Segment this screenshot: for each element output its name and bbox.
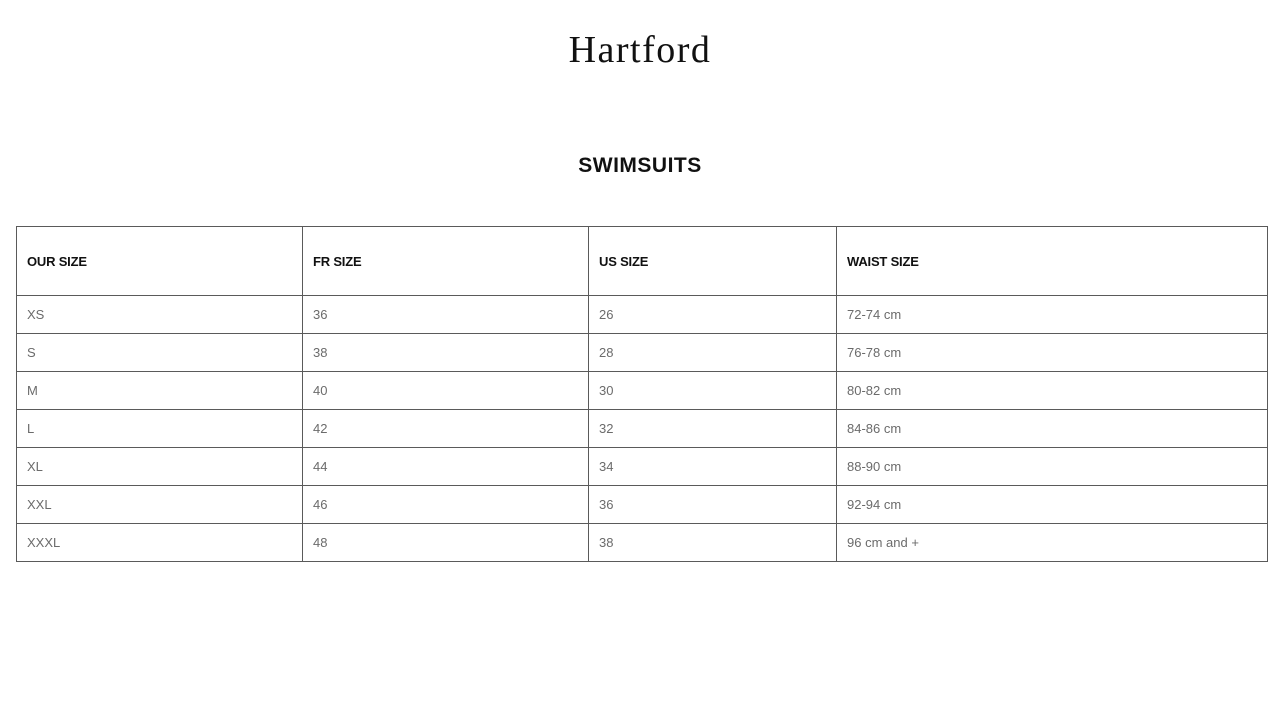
cell-waist-size: 92-94 cm bbox=[837, 486, 1268, 524]
cell-waist-size: 84-86 cm bbox=[837, 410, 1268, 448]
cell-fr-size: 44 bbox=[303, 448, 589, 486]
cell-us-size: 26 bbox=[589, 296, 837, 334]
cell-us-size: 36 bbox=[589, 486, 837, 524]
cell-waist-size: 80-82 cm bbox=[837, 372, 1268, 410]
header-our-size: OUR SIZE bbox=[17, 227, 303, 296]
cell-us-size: 30 bbox=[589, 372, 837, 410]
size-chart-table bbox=[16, 226, 1268, 562]
header-waist-size: WAIST SIZE bbox=[837, 227, 1268, 296]
cell-fr-size: 40 bbox=[303, 372, 589, 410]
cell-our-size: XXL bbox=[17, 486, 303, 524]
cell-our-size: M bbox=[17, 372, 303, 410]
cell-us-size: 34 bbox=[589, 448, 837, 486]
table-row bbox=[17, 410, 1268, 448]
cell-us-size: 28 bbox=[589, 334, 837, 372]
cell-waist-size: 96 cm and + bbox=[837, 524, 1268, 562]
cell-our-size: S bbox=[17, 334, 303, 372]
cell-waist-size: 88-90 cm bbox=[837, 448, 1268, 486]
header-fr-size: FR SIZE bbox=[303, 227, 589, 296]
cell-us-size: 32 bbox=[589, 410, 837, 448]
table-row bbox=[17, 524, 1268, 562]
table-row bbox=[17, 448, 1268, 486]
cell-fr-size: 42 bbox=[303, 410, 589, 448]
cell-fr-size: 38 bbox=[303, 334, 589, 372]
cell-our-size: XXXL bbox=[17, 524, 303, 562]
cell-our-size: L bbox=[17, 410, 303, 448]
header-us-size: US SIZE bbox=[589, 227, 837, 296]
cell-fr-size: 46 bbox=[303, 486, 589, 524]
table-row bbox=[17, 296, 1268, 334]
cell-fr-size: 48 bbox=[303, 524, 589, 562]
brand-logo: Hartford bbox=[568, 29, 712, 71]
table-header-row bbox=[17, 227, 1268, 296]
cell-us-size: 38 bbox=[589, 524, 837, 562]
table-row bbox=[17, 486, 1268, 524]
cell-our-size: XS bbox=[17, 296, 303, 334]
cell-waist-size: 76-78 cm bbox=[837, 334, 1268, 372]
table-row bbox=[17, 334, 1268, 372]
section-title: SWIMSUITS bbox=[578, 154, 702, 177]
table-row bbox=[17, 372, 1268, 410]
cell-our-size: XL bbox=[17, 448, 303, 486]
cell-fr-size: 36 bbox=[303, 296, 589, 334]
cell-waist-size: 72-74 cm bbox=[837, 296, 1268, 334]
